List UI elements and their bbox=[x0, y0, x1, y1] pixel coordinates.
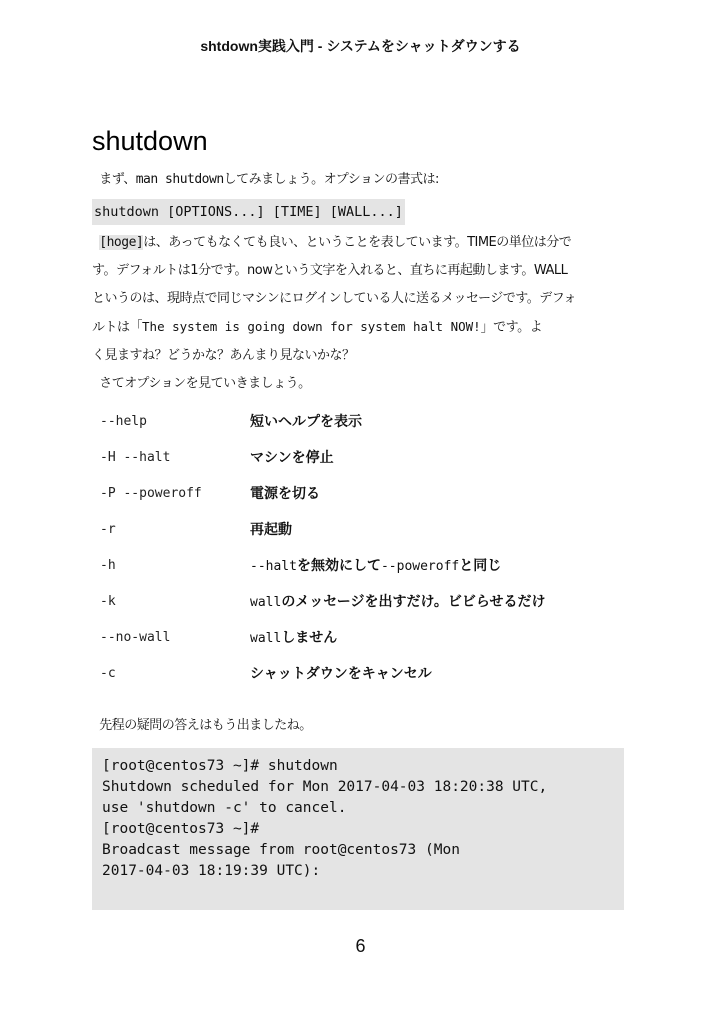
option-desc: マシンを停止 bbox=[250, 450, 334, 466]
option-desc: シャットダウンをキャンセル bbox=[250, 666, 432, 682]
option-name: -c bbox=[100, 666, 116, 681]
option-desc-code: --halt bbox=[250, 559, 297, 574]
option-name: -P --poweroff bbox=[100, 486, 202, 501]
option-row bbox=[100, 446, 640, 470]
intro-text-a: まず、 bbox=[99, 172, 136, 187]
intro-text-b: してみましょう。オプションの書式は: bbox=[223, 172, 439, 187]
option-desc: 電源を切る bbox=[250, 486, 320, 502]
option-name: -r bbox=[100, 522, 116, 537]
terminal-line: Broadcast message from root@centos73 (Mon bbox=[102, 842, 460, 858]
intro-paragraph bbox=[92, 166, 632, 194]
option-row bbox=[100, 662, 640, 686]
section-title: shutdown bbox=[92, 126, 208, 156]
option-row bbox=[100, 554, 640, 578]
option-name: -k bbox=[100, 594, 116, 609]
option-desc-text: を無効にして bbox=[296, 558, 381, 574]
explain-line-5: く見ますね？どうかな？あんまり見ないかな？ bbox=[92, 348, 355, 363]
terminal-line: [root@centos73 ~]# shutdown bbox=[102, 758, 338, 774]
option-row bbox=[100, 626, 640, 650]
option-desc bbox=[250, 626, 337, 651]
intro-command: man shutdown bbox=[135, 172, 224, 187]
explain-line-3: というのは、現時点で同じマシンにログインしている人に送るメッセージです。デフォ bbox=[92, 291, 577, 306]
option-desc: 短いヘルプを表示 bbox=[250, 414, 362, 430]
option-name: --no-wall bbox=[100, 630, 171, 645]
option-name: -H --halt bbox=[100, 450, 171, 465]
option-desc-code: wall bbox=[250, 631, 282, 646]
option-name: --help bbox=[100, 414, 147, 429]
explain-line-4b: 」です。よ bbox=[480, 320, 543, 335]
option-desc bbox=[250, 590, 546, 615]
terminal-line: Shutdown scheduled for Mon 2017-04-03 18:20:38 UTC, bbox=[102, 779, 548, 795]
after-options-line: 先程の疑問の答えはもう出ましたね。 bbox=[99, 718, 312, 733]
terminal-line: [root@centos73 ~]# bbox=[102, 821, 260, 837]
explain-line-4a: ルトは「 bbox=[92, 320, 143, 335]
page-number: 6 bbox=[355, 936, 366, 956]
option-desc-text: しません bbox=[281, 630, 338, 646]
running-header: shtdown実践入門 - システムをシャットダウンする bbox=[200, 38, 521, 54]
option-desc-text: と同じ bbox=[459, 558, 502, 574]
option-row bbox=[100, 410, 640, 434]
option-desc-text: のメッセージを出すだけ。ビビらせるだけ bbox=[281, 594, 546, 610]
after-options-text bbox=[92, 712, 632, 740]
option-desc: 再起動 bbox=[250, 522, 292, 538]
explanation-paragraph bbox=[92, 229, 632, 398]
terminal-line: 2017-04-03 18:19:39 UTC): bbox=[102, 863, 321, 879]
option-name: -h bbox=[100, 558, 116, 573]
syntax-code: shutdown [OPTIONS...] [TIME] [WALL...] bbox=[92, 199, 405, 225]
terminal-line: use 'shutdown -c' to cancel. bbox=[102, 800, 347, 816]
option-row bbox=[100, 482, 640, 506]
option-desc bbox=[250, 554, 501, 579]
terminal-output bbox=[92, 748, 624, 910]
option-row bbox=[100, 518, 640, 542]
option-row bbox=[100, 590, 640, 614]
hoge-code: [hoge] bbox=[99, 235, 144, 250]
explain-line-1: は、あってもなくても良い、ということを表しています。TIMEの単位は分で bbox=[143, 235, 572, 250]
explain-line-2: す。デフォルトは1分です。nowという文字を入れると、直ちに再起動します。WALL bbox=[92, 263, 568, 278]
default-wall-message: The system is going down for system halt NOW! bbox=[142, 319, 481, 334]
explain-line-6: さてオプションを見ていきましょう。 bbox=[99, 376, 311, 391]
option-desc-code: --poweroff bbox=[380, 559, 460, 574]
option-desc-code: wall bbox=[250, 595, 282, 610]
